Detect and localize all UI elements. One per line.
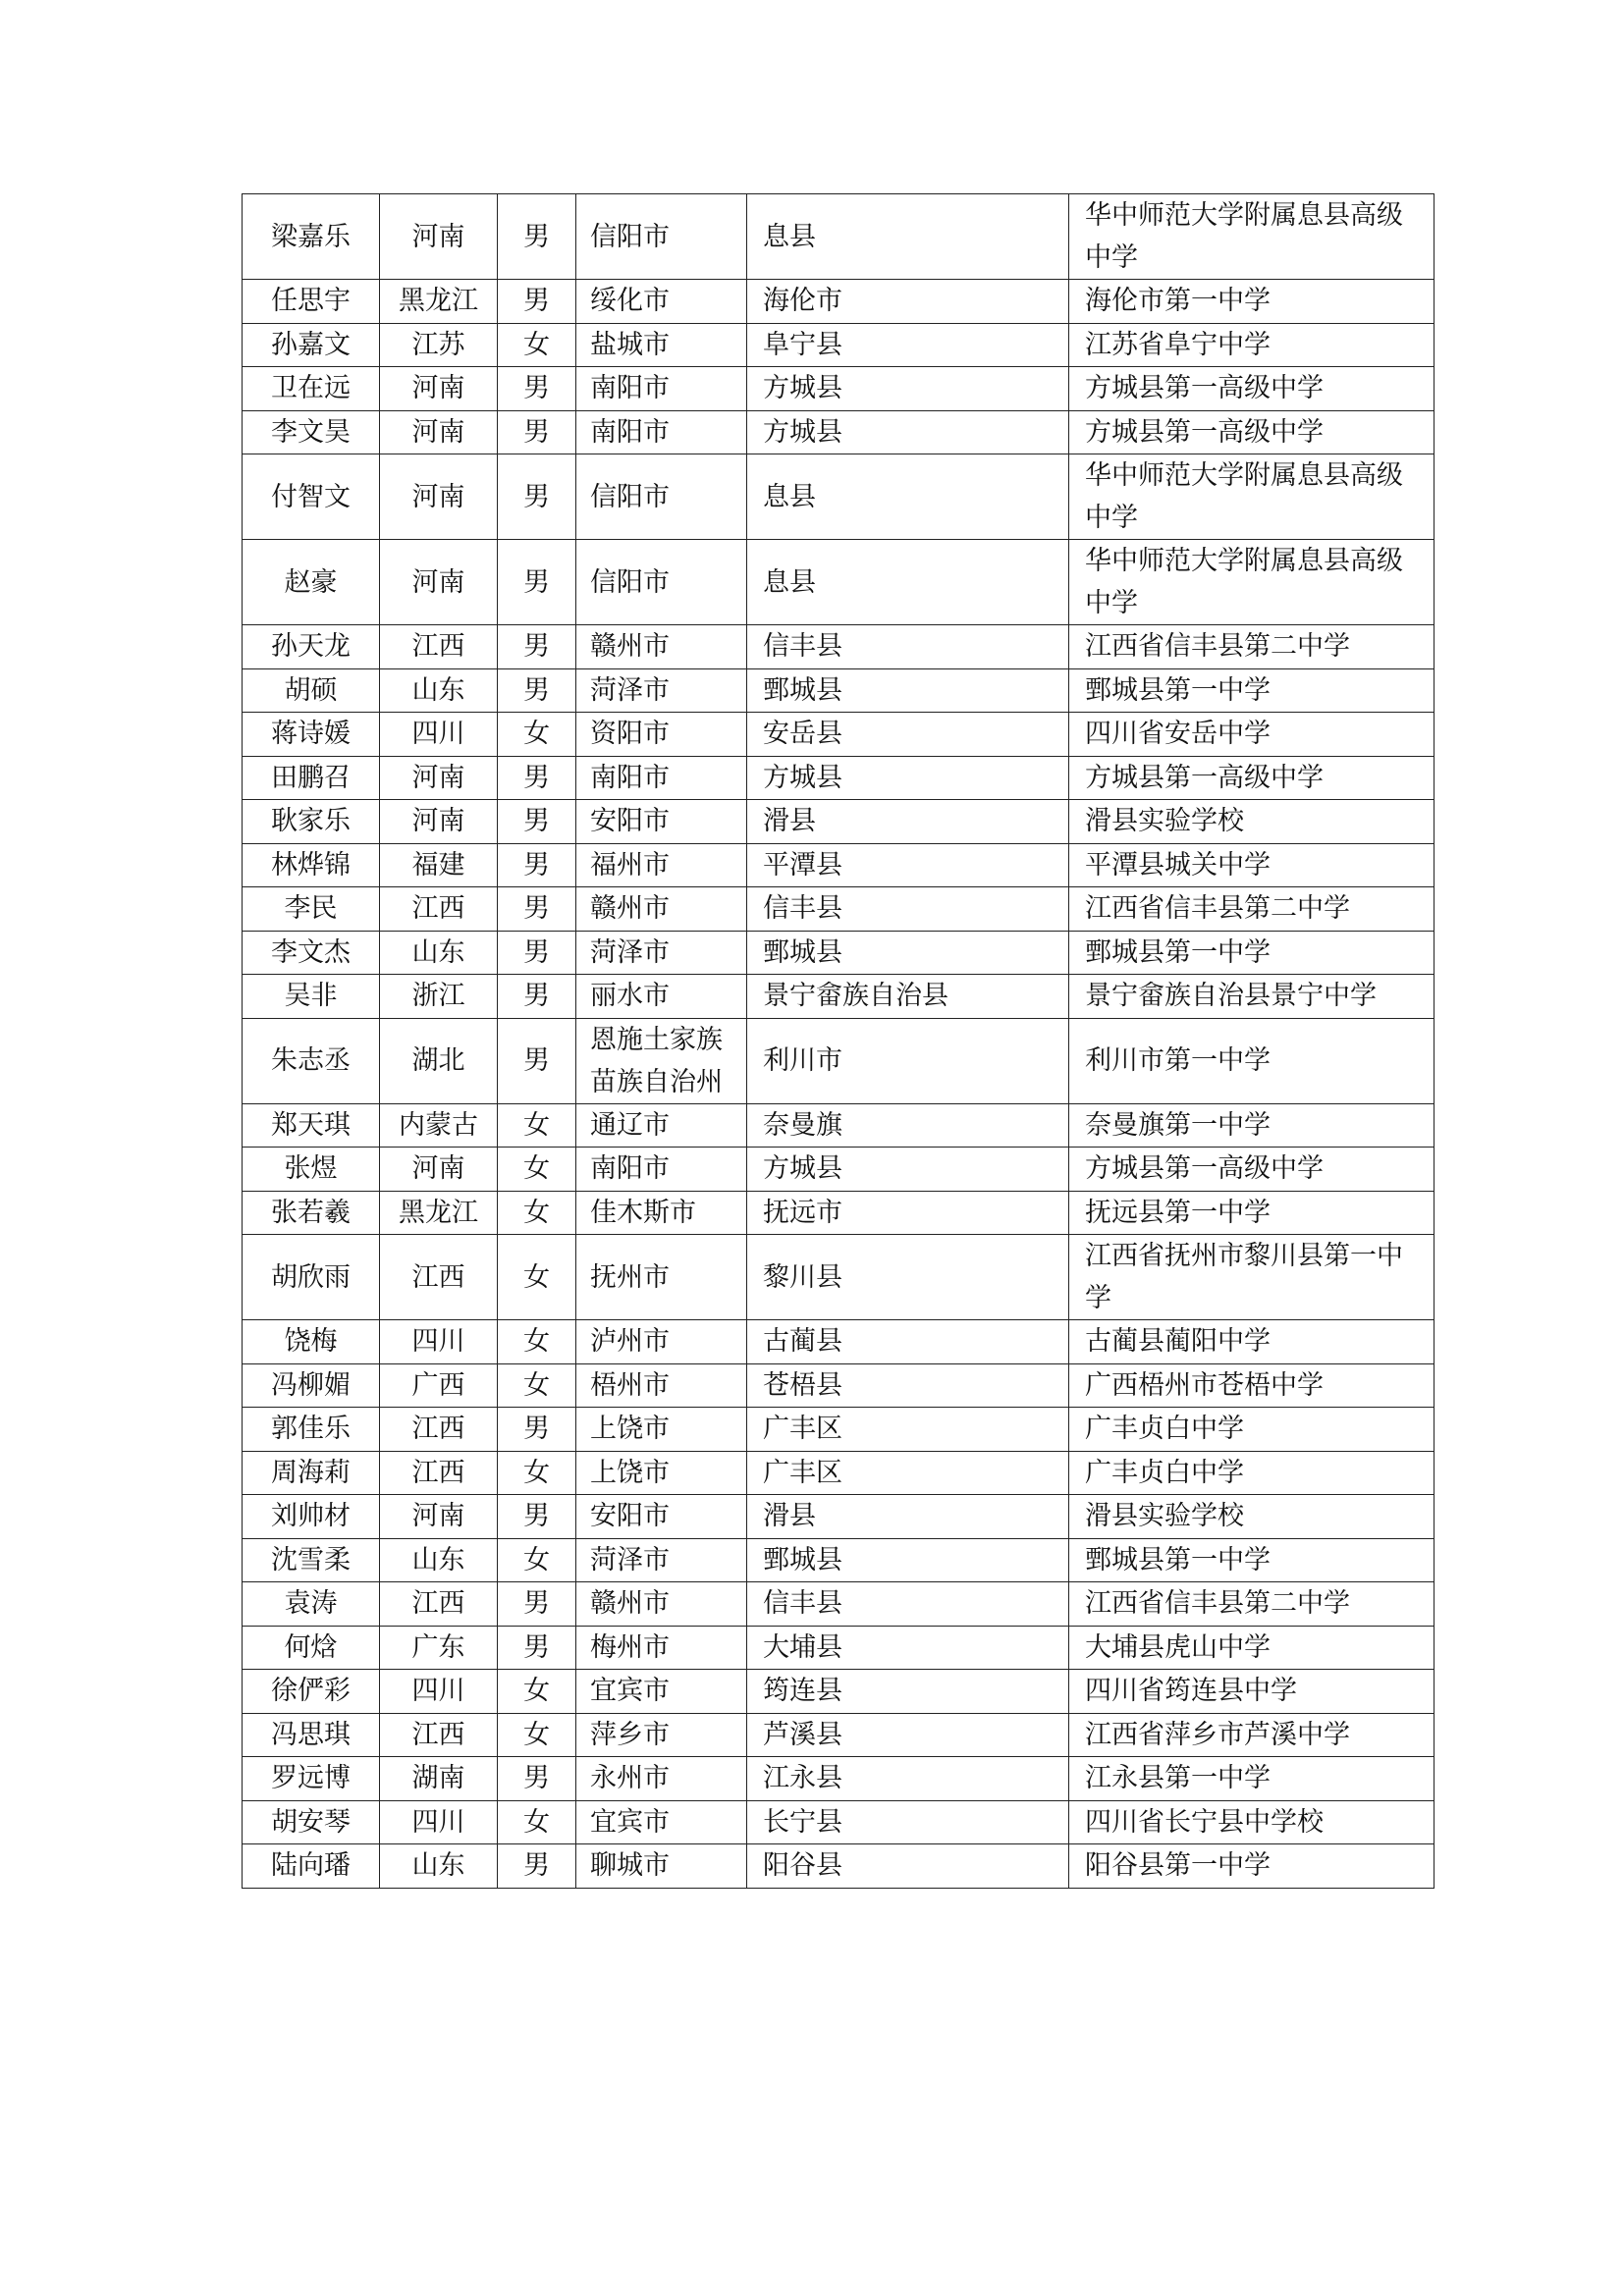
cell-school: 利川市第一中学 — [1069, 1018, 1435, 1103]
cell-name: 吴非 — [243, 975, 380, 1019]
table-row — [243, 1235, 1435, 1320]
cell-name: 徐俨彩 — [243, 1670, 380, 1714]
cell-name: 林烨锦 — [243, 843, 380, 887]
cell-county: 黎川县 — [747, 1235, 1069, 1320]
table-row — [243, 367, 1435, 411]
cell-county: 方城县 — [747, 367, 1069, 411]
cell-province: 河南 — [380, 410, 498, 454]
cell-city: 南阳市 — [576, 1148, 747, 1192]
cell-county: 景宁畲族自治县 — [747, 975, 1069, 1019]
table-row — [243, 1713, 1435, 1757]
cell-name: 冯柳媚 — [243, 1363, 380, 1408]
cell-county: 安岳县 — [747, 713, 1069, 757]
cell-name: 刘帅材 — [243, 1495, 380, 1539]
cell-city: 通辽市 — [576, 1103, 747, 1148]
cell-city: 聊城市 — [576, 1844, 747, 1889]
cell-city: 南阳市 — [576, 410, 747, 454]
cell-city: 佳木斯市 — [576, 1191, 747, 1235]
cell-name: 孙天龙 — [243, 625, 380, 669]
cell-name: 蒋诗媛 — [243, 713, 380, 757]
cell-city: 宜宾市 — [576, 1800, 747, 1844]
cell-city: 信阳市 — [576, 540, 747, 625]
cell-school: 广丰贞白中学 — [1069, 1451, 1435, 1495]
cell-sex: 男 — [498, 410, 576, 454]
cell-sex: 男 — [498, 1844, 576, 1889]
cell-sex: 女 — [498, 1191, 576, 1235]
cell-city: 永州市 — [576, 1757, 747, 1801]
cell-name: 李文杰 — [243, 931, 380, 975]
cell-name: 赵豪 — [243, 540, 380, 625]
cell-province: 江西 — [380, 1235, 498, 1320]
cell-school: 古蔺县蔺阳中学 — [1069, 1320, 1435, 1364]
cell-city: 上饶市 — [576, 1408, 747, 1452]
cell-province: 河南 — [380, 756, 498, 800]
cell-county: 鄄城县 — [747, 1538, 1069, 1582]
cell-name: 耿家乐 — [243, 800, 380, 844]
cell-county: 大埔县 — [747, 1626, 1069, 1670]
cell-county: 奈曼旗 — [747, 1103, 1069, 1148]
cell-name: 胡安琴 — [243, 1800, 380, 1844]
cell-name: 李民 — [243, 887, 380, 932]
cell-name: 付智文 — [243, 454, 380, 540]
cell-sex: 女 — [498, 1320, 576, 1364]
cell-province: 内蒙古 — [380, 1103, 498, 1148]
cell-name: 梁嘉乐 — [243, 194, 380, 280]
cell-province: 黑龙江 — [380, 280, 498, 324]
cell-school: 阳谷县第一中学 — [1069, 1844, 1435, 1889]
table-row — [243, 194, 1435, 280]
cell-name: 卫在远 — [243, 367, 380, 411]
cell-county: 鄄城县 — [747, 668, 1069, 713]
table-row — [243, 1408, 1435, 1452]
cell-province: 四川 — [380, 1800, 498, 1844]
cell-name: 胡硕 — [243, 668, 380, 713]
cell-city: 盐城市 — [576, 323, 747, 367]
cell-sex: 男 — [498, 367, 576, 411]
cell-name: 李文昊 — [243, 410, 380, 454]
cell-city: 安阳市 — [576, 1495, 747, 1539]
student-roster-table — [242, 193, 1435, 1889]
cell-school: 方城县第一高级中学 — [1069, 756, 1435, 800]
cell-city: 赣州市 — [576, 887, 747, 932]
cell-province: 河南 — [380, 454, 498, 540]
table-row — [243, 1800, 1435, 1844]
cell-school: 滑县实验学校 — [1069, 1495, 1435, 1539]
cell-county: 阳谷县 — [747, 1844, 1069, 1889]
cell-sex: 男 — [498, 756, 576, 800]
cell-province: 四川 — [380, 1320, 498, 1364]
cell-name: 朱志丞 — [243, 1018, 380, 1103]
cell-province: 山东 — [380, 668, 498, 713]
cell-county: 长宁县 — [747, 1800, 1069, 1844]
table-row — [243, 410, 1435, 454]
table-row — [243, 1538, 1435, 1582]
cell-province: 河南 — [380, 1495, 498, 1539]
cell-city: 福州市 — [576, 843, 747, 887]
cell-sex: 男 — [498, 975, 576, 1019]
cell-sex: 女 — [498, 1451, 576, 1495]
cell-province: 湖南 — [380, 1757, 498, 1801]
cell-sex: 男 — [498, 843, 576, 887]
cell-county: 阜宁县 — [747, 323, 1069, 367]
cell-school: 四川省安岳中学 — [1069, 713, 1435, 757]
table-row — [243, 1451, 1435, 1495]
cell-city: 南阳市 — [576, 756, 747, 800]
table-row — [243, 1757, 1435, 1801]
cell-county: 苍梧县 — [747, 1363, 1069, 1408]
cell-city: 菏泽市 — [576, 668, 747, 713]
cell-school: 鄄城县第一中学 — [1069, 1538, 1435, 1582]
table-row — [243, 1018, 1435, 1103]
cell-province: 河南 — [380, 800, 498, 844]
cell-school: 江西省萍乡市芦溪中学 — [1069, 1713, 1435, 1757]
cell-province: 江西 — [380, 887, 498, 932]
cell-name: 郑天琪 — [243, 1103, 380, 1148]
cell-province: 浙江 — [380, 975, 498, 1019]
cell-province: 山东 — [380, 1538, 498, 1582]
cell-name: 周海莉 — [243, 1451, 380, 1495]
cell-province: 江西 — [380, 1451, 498, 1495]
cell-city: 泸州市 — [576, 1320, 747, 1364]
cell-province: 河南 — [380, 540, 498, 625]
cell-county: 滑县 — [747, 800, 1069, 844]
cell-county: 信丰县 — [747, 625, 1069, 669]
table-row — [243, 323, 1435, 367]
table-row — [243, 625, 1435, 669]
cell-county: 息县 — [747, 454, 1069, 540]
cell-province: 江西 — [380, 1408, 498, 1452]
cell-province: 江西 — [380, 1713, 498, 1757]
cell-school: 鄄城县第一中学 — [1069, 668, 1435, 713]
cell-sex: 男 — [498, 800, 576, 844]
cell-city: 萍乡市 — [576, 1713, 747, 1757]
table-row — [243, 1670, 1435, 1714]
cell-sex: 女 — [498, 1800, 576, 1844]
cell-school: 华中师范大学附属息县高级中学 — [1069, 540, 1435, 625]
table-row — [243, 1844, 1435, 1889]
cell-school: 江西省信丰县第二中学 — [1069, 1582, 1435, 1627]
cell-school: 方城县第一高级中学 — [1069, 410, 1435, 454]
cell-county: 方城县 — [747, 410, 1069, 454]
cell-province: 江苏 — [380, 323, 498, 367]
table-row — [243, 1191, 1435, 1235]
cell-province: 河南 — [380, 1148, 498, 1192]
cell-name: 胡欣雨 — [243, 1235, 380, 1320]
cell-city: 信阳市 — [576, 194, 747, 280]
cell-sex: 男 — [498, 540, 576, 625]
cell-city: 恩施土家族苗族自治州 — [576, 1018, 747, 1103]
cell-county: 息县 — [747, 194, 1069, 280]
cell-county: 抚远市 — [747, 1191, 1069, 1235]
cell-county: 利川市 — [747, 1018, 1069, 1103]
cell-county: 广丰区 — [747, 1408, 1069, 1452]
table-row — [243, 887, 1435, 932]
table-row — [243, 280, 1435, 324]
cell-school: 广丰贞白中学 — [1069, 1408, 1435, 1452]
cell-school: 江西省信丰县第二中学 — [1069, 625, 1435, 669]
cell-school: 四川省筠连县中学 — [1069, 1670, 1435, 1714]
cell-city: 宜宾市 — [576, 1670, 747, 1714]
cell-school: 江苏省阜宁中学 — [1069, 323, 1435, 367]
cell-city: 菏泽市 — [576, 1538, 747, 1582]
cell-name: 任思宇 — [243, 280, 380, 324]
cell-sex: 男 — [498, 454, 576, 540]
table-row — [243, 1626, 1435, 1670]
cell-sex: 男 — [498, 1495, 576, 1539]
cell-sex: 女 — [498, 1538, 576, 1582]
cell-school: 江西省抚州市黎川县第一中学 — [1069, 1235, 1435, 1320]
table-row — [243, 843, 1435, 887]
cell-city: 梅州市 — [576, 1626, 747, 1670]
cell-school: 江西省信丰县第二中学 — [1069, 887, 1435, 932]
cell-name: 饶梅 — [243, 1320, 380, 1364]
cell-name: 孙嘉文 — [243, 323, 380, 367]
table-row — [243, 1495, 1435, 1539]
cell-school: 海伦市第一中学 — [1069, 280, 1435, 324]
cell-name: 郭佳乐 — [243, 1408, 380, 1452]
cell-city: 绥化市 — [576, 280, 747, 324]
cell-county: 鄄城县 — [747, 931, 1069, 975]
table-row — [243, 713, 1435, 757]
cell-sex: 女 — [498, 1363, 576, 1408]
cell-province: 江西 — [380, 625, 498, 669]
table-row — [243, 1148, 1435, 1192]
cell-county: 方城县 — [747, 756, 1069, 800]
cell-school: 抚远县第一中学 — [1069, 1191, 1435, 1235]
table-row — [243, 454, 1435, 540]
table-row — [243, 800, 1435, 844]
table-row — [243, 1103, 1435, 1148]
cell-city: 赣州市 — [576, 1582, 747, 1627]
cell-city: 资阳市 — [576, 713, 747, 757]
cell-name: 罗远博 — [243, 1757, 380, 1801]
table-row — [243, 668, 1435, 713]
cell-city: 菏泽市 — [576, 931, 747, 975]
cell-school: 江永县第一中学 — [1069, 1757, 1435, 1801]
cell-sex: 男 — [498, 1626, 576, 1670]
cell-school: 华中师范大学附属息县高级中学 — [1069, 454, 1435, 540]
cell-province: 四川 — [380, 713, 498, 757]
cell-city: 信阳市 — [576, 454, 747, 540]
cell-sex: 女 — [498, 323, 576, 367]
cell-name: 沈雪柔 — [243, 1538, 380, 1582]
table-row — [243, 931, 1435, 975]
cell-province: 福建 — [380, 843, 498, 887]
cell-school: 华中师范大学附属息县高级中学 — [1069, 194, 1435, 280]
cell-city: 抚州市 — [576, 1235, 747, 1320]
cell-sex: 女 — [498, 1148, 576, 1192]
cell-province: 广东 — [380, 1626, 498, 1670]
cell-city: 丽水市 — [576, 975, 747, 1019]
cell-county: 筠连县 — [747, 1670, 1069, 1714]
cell-county: 信丰县 — [747, 1582, 1069, 1627]
cell-sex: 男 — [498, 887, 576, 932]
cell-school: 四川省长宁县中学校 — [1069, 1800, 1435, 1844]
cell-sex: 男 — [498, 194, 576, 280]
cell-sex: 男 — [498, 668, 576, 713]
cell-sex: 男 — [498, 1408, 576, 1452]
cell-city: 安阳市 — [576, 800, 747, 844]
cell-sex: 女 — [498, 1235, 576, 1320]
cell-province: 广西 — [380, 1363, 498, 1408]
cell-name: 张若羲 — [243, 1191, 380, 1235]
cell-name: 张煜 — [243, 1148, 380, 1192]
cell-name: 袁涛 — [243, 1582, 380, 1627]
cell-county: 古蔺县 — [747, 1320, 1069, 1364]
cell-county: 芦溪县 — [747, 1713, 1069, 1757]
cell-province: 四川 — [380, 1670, 498, 1714]
cell-city: 赣州市 — [576, 625, 747, 669]
table-row — [243, 540, 1435, 625]
cell-sex: 女 — [498, 1103, 576, 1148]
cell-province: 山东 — [380, 1844, 498, 1889]
cell-name: 冯思琪 — [243, 1713, 380, 1757]
cell-county: 广丰区 — [747, 1451, 1069, 1495]
cell-county: 海伦市 — [747, 280, 1069, 324]
cell-sex: 男 — [498, 1757, 576, 1801]
cell-school: 鄄城县第一中学 — [1069, 931, 1435, 975]
cell-school: 景宁畲族自治县景宁中学 — [1069, 975, 1435, 1019]
cell-school: 大埔县虎山中学 — [1069, 1626, 1435, 1670]
cell-school: 滑县实验学校 — [1069, 800, 1435, 844]
cell-province: 江西 — [380, 1582, 498, 1627]
table-row — [243, 1582, 1435, 1627]
cell-province: 湖北 — [380, 1018, 498, 1103]
roster-body — [243, 194, 1435, 1889]
cell-county: 方城县 — [747, 1148, 1069, 1192]
cell-province: 山东 — [380, 931, 498, 975]
table-row — [243, 756, 1435, 800]
cell-name: 何焓 — [243, 1626, 380, 1670]
cell-school: 奈曼旗第一中学 — [1069, 1103, 1435, 1148]
cell-city: 上饶市 — [576, 1451, 747, 1495]
cell-sex: 女 — [498, 1713, 576, 1757]
cell-sex: 男 — [498, 280, 576, 324]
table-row — [243, 975, 1435, 1019]
cell-sex: 女 — [498, 713, 576, 757]
cell-school: 平潭县城关中学 — [1069, 843, 1435, 887]
cell-school: 方城县第一高级中学 — [1069, 1148, 1435, 1192]
cell-sex: 男 — [498, 1582, 576, 1627]
cell-sex: 男 — [498, 931, 576, 975]
cell-province: 河南 — [380, 367, 498, 411]
cell-county: 息县 — [747, 540, 1069, 625]
cell-school: 方城县第一高级中学 — [1069, 367, 1435, 411]
cell-school: 广西梧州市苍梧中学 — [1069, 1363, 1435, 1408]
cell-county: 平潭县 — [747, 843, 1069, 887]
cell-county: 江永县 — [747, 1757, 1069, 1801]
table-row — [243, 1320, 1435, 1364]
cell-sex: 女 — [498, 1670, 576, 1714]
cell-name: 陆向璠 — [243, 1844, 380, 1889]
cell-city: 梧州市 — [576, 1363, 747, 1408]
cell-province: 河南 — [380, 194, 498, 280]
cell-sex: 男 — [498, 625, 576, 669]
cell-sex: 男 — [498, 1018, 576, 1103]
cell-county: 滑县 — [747, 1495, 1069, 1539]
cell-name: 田鹏召 — [243, 756, 380, 800]
cell-province: 黑龙江 — [380, 1191, 498, 1235]
table-row — [243, 1363, 1435, 1408]
cell-city: 南阳市 — [576, 367, 747, 411]
cell-county: 信丰县 — [747, 887, 1069, 932]
